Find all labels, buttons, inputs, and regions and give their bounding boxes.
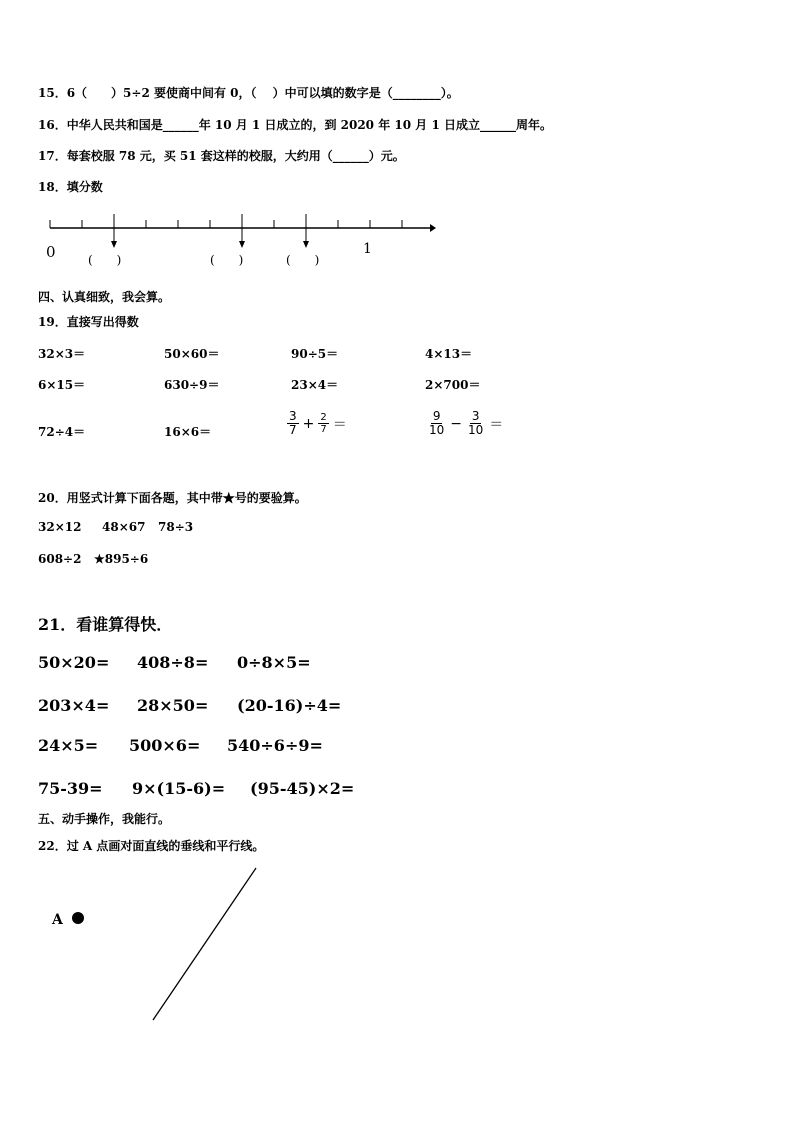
fraction-expression-2: 9 10 − $\frac{3}{10}$ ＝ xyxy=(429,409,504,438)
blank-paren-2: ( ) xyxy=(210,253,244,267)
question-17: 17．每套校服 78 元，买 51 套这样的校服，大约用（______）元。 xyxy=(38,149,405,163)
question-18: 18．填分数 xyxy=(38,180,103,194)
section-four-heading: 四、认真细致，我会算。 xyxy=(38,290,171,304)
question-15: 15．6（ ）5÷2 要使商中间有 0，（ ）中可以填的数字是（________）。 xyxy=(38,86,459,100)
slanted-line xyxy=(153,868,256,1020)
calc-item: 32×3＝ xyxy=(38,347,86,361)
calc-item: 630÷9＝ xyxy=(164,378,220,392)
vertical-calc-item: 78÷3 xyxy=(158,520,194,534)
geometry-figure xyxy=(40,860,280,1030)
quick-calc-item: (95-45)×2= xyxy=(250,779,355,798)
calc-item: 50×60＝ xyxy=(164,347,220,361)
vertical-calc-item: 48×67 xyxy=(102,520,146,534)
quick-calc-item: (20-16)÷4= xyxy=(237,696,342,715)
fraction-expression-1: 3 7 + $\frac{2}{7}$ ＝ xyxy=(289,409,347,438)
question-20: 20．用竖式计算下面各题，其中带★号的要验算。 xyxy=(38,491,307,505)
calc-item: 16×6＝ xyxy=(164,425,212,439)
question-22: 22．过 A 点画对面直线的垂线和平行线。 xyxy=(38,839,265,853)
one-label: 1 xyxy=(363,241,372,257)
question-16: 16．中华人民共和国是______年 10 月 1 日成立的，到 2020 年 10 月 1 日成立______周年。 xyxy=(38,118,552,132)
quick-calc-item: 28×50= xyxy=(137,696,209,715)
point-a-label: A xyxy=(52,912,63,928)
quick-calc-item: 9×(15-6)= xyxy=(132,779,226,798)
zero-label: 0 xyxy=(46,243,56,261)
vertical-calc-item: ★895÷6 xyxy=(94,552,149,566)
quick-calc-item: 203×4= xyxy=(38,696,110,715)
point-a-dot xyxy=(72,912,84,924)
blank-paren-3: ( ) xyxy=(286,253,320,267)
number-line-arrow xyxy=(111,214,117,248)
calc-item: 90÷5＝ xyxy=(291,347,339,361)
question-21: 21．看谁算得快． xyxy=(38,615,173,634)
question-19: 19．直接写出得数 xyxy=(38,315,139,329)
section-five-heading: 五、动手操作，我能行。 xyxy=(38,812,171,826)
calc-item: 72÷4＝ xyxy=(38,425,86,439)
quick-calc-item: 408÷8= xyxy=(137,653,209,672)
number-line xyxy=(38,210,448,272)
quick-calc-item: 24×5= xyxy=(38,736,99,755)
vertical-calc-item: 608÷2 xyxy=(38,552,82,566)
blank-paren-1: ( ) xyxy=(88,253,122,267)
vertical-calc-item: 32×12 xyxy=(38,520,82,534)
number-line-arrow xyxy=(303,214,309,248)
quick-calc-item: 540÷6÷9= xyxy=(227,736,323,755)
calc-item: 6×15＝ xyxy=(38,378,86,392)
calc-item: 23×4＝ xyxy=(291,378,339,392)
quick-calc-item: 50×20= xyxy=(38,653,110,672)
calc-item: 4×13＝ xyxy=(425,347,473,361)
quick-calc-item: 0÷8×5= xyxy=(237,653,311,672)
calc-item: 2×700＝ xyxy=(425,378,481,392)
quick-calc-item: 75-39= xyxy=(38,779,103,798)
number-line-arrow xyxy=(239,214,245,248)
quick-calc-item: 500×6= xyxy=(129,736,201,755)
